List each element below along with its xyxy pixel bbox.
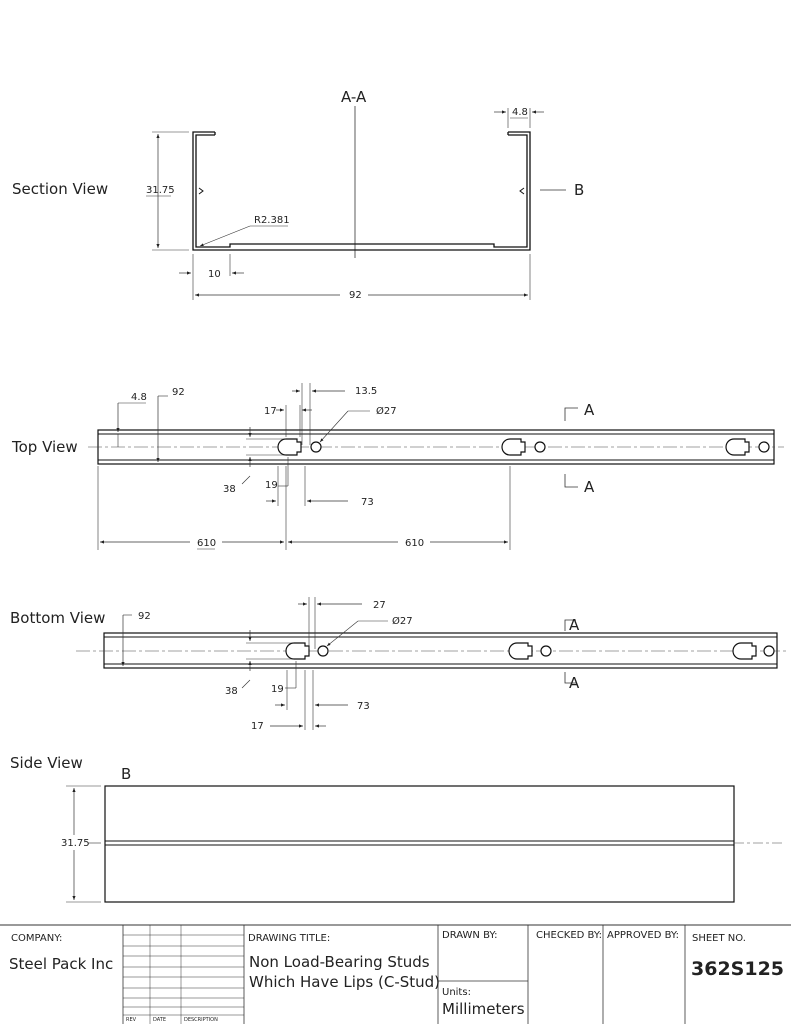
section-marker-b: B <box>574 181 585 199</box>
top-view-label: Top View <box>12 438 78 456</box>
bottom-19-value: 19 <box>271 684 284 695</box>
rev-column-header: REV <box>126 1017 137 1023</box>
title-block <box>0 925 791 1024</box>
company-label: COMPANY: <box>11 933 63 944</box>
top-38-value: 38 <box>223 484 236 495</box>
section-radius-value: R2.381 <box>254 215 290 226</box>
section-view <box>12 88 584 301</box>
bottom-stud-body <box>104 633 777 668</box>
side-view <box>10 754 782 902</box>
top-17-value: 17 <box>264 406 277 417</box>
side-view-label: Side View <box>10 754 83 772</box>
top-hole-value: Ø27 <box>376 406 397 417</box>
section-width-value: 92 <box>349 290 362 301</box>
section-title: A-A <box>341 88 367 106</box>
top-view <box>11 383 784 550</box>
top-marker-a2: A <box>584 478 595 496</box>
section-view-label: Section View <box>12 180 109 198</box>
drawing-title-label: DRAWING TITLE: <box>248 933 331 944</box>
date-column-header: DATE <box>153 1017 167 1023</box>
top-73-value: 73 <box>361 497 374 508</box>
bottom-view <box>10 597 787 732</box>
bottom-marker-a2: A <box>569 674 580 692</box>
bottom-27-value: 27 <box>373 600 386 611</box>
top-marker-a1: A <box>584 401 595 419</box>
description-column-header: DESCRIPTION <box>184 1017 218 1023</box>
bottom-width-value: 92 <box>138 611 151 622</box>
bottom-73-value: 73 <box>357 701 370 712</box>
top-spacing-1-value: 610 <box>197 538 217 549</box>
top-spacing-2-value: 610 <box>405 538 425 549</box>
side-height-value: 31.75 <box>61 838 90 849</box>
drawing-title-line-2: Which Have Lips (C-Stud) <box>249 973 441 991</box>
revision-table <box>123 925 244 1024</box>
sheet-no-value: 362S125 <box>691 958 785 980</box>
units-value: Millimeters <box>442 1000 525 1018</box>
c-profile-outer <box>193 132 530 250</box>
bottom-hole-value: Ø27 <box>392 616 413 627</box>
top-width-value: 92 <box>172 387 185 398</box>
bottom-marker-a1: A <box>569 616 580 634</box>
approved-by-label: APPROVED BY: <box>607 930 680 941</box>
checked-by-label: CHECKED BY: <box>536 930 603 941</box>
sheet-no-label: SHEET NO. <box>692 933 746 944</box>
side-marker-b: B <box>121 765 132 783</box>
top-13_5-value: 13.5 <box>355 386 378 397</box>
drawn-by-label: DRAWN BY: <box>442 930 498 941</box>
top-19-value: 19 <box>265 480 278 491</box>
section-height-value: 31.75 <box>146 185 175 196</box>
c-profile-inner <box>196 132 527 247</box>
top-lip-value: 4.8 <box>131 392 147 403</box>
section-offset-value: 10 <box>208 269 221 280</box>
bottom-view-label: Bottom View <box>10 609 106 627</box>
side-stud-body <box>105 786 734 902</box>
bottom-17-value: 17 <box>251 721 264 732</box>
section-lip-value: 4.8 <box>512 107 528 118</box>
units-label: Units: <box>442 987 471 998</box>
drawing-title-line-1: Non Load-Bearing Studs <box>249 953 430 971</box>
bottom-38-value: 38 <box>225 686 238 697</box>
company-name: Steel Pack Inc <box>9 955 114 973</box>
